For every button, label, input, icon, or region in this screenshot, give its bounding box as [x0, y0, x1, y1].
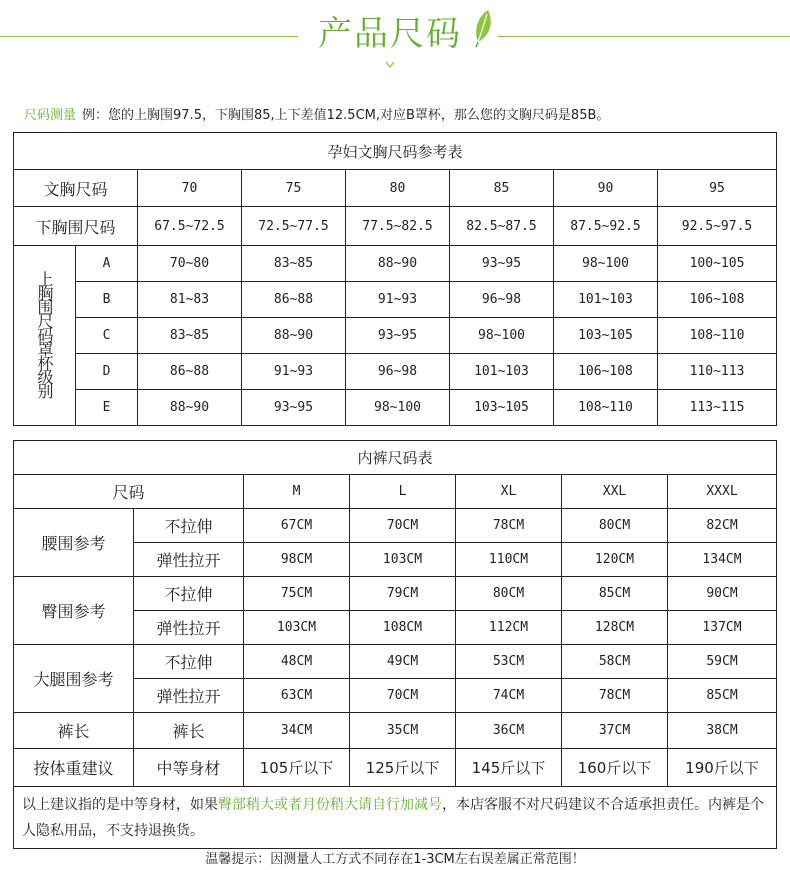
warm-tip: 温馨提示：因测量人工方式不同存在1-3CM左右误差属正常范围！	[205, 852, 585, 867]
bra-size-cell: 90	[554, 170, 658, 207]
bra-cell: 96~98	[346, 354, 450, 390]
sub-label: 弹性拉开	[134, 679, 244, 713]
bra-cell: 88~90	[242, 318, 346, 354]
sub-label: 不拉伸	[134, 645, 244, 679]
length-label: 裤长	[14, 713, 134, 749]
pants-cell: 36CM	[456, 713, 562, 749]
sub-label: 不拉伸	[134, 577, 244, 611]
header-divider-right	[498, 36, 790, 37]
pants-cell: 63CM	[244, 679, 350, 713]
measure-text: 例：您的上胸围97.5，下胸围85,上下差值12.5CM,对应B罩杯，那么您的文胸尺码是85B。	[82, 108, 610, 123]
bra-cell: 113~115	[658, 390, 777, 426]
sub-label: 不拉伸	[134, 509, 244, 543]
pants-cell: 48CM	[244, 645, 350, 679]
bra-cell: 83~85	[242, 246, 346, 282]
chevron-down-icon	[385, 60, 395, 70]
pants-cell: 80CM	[456, 577, 562, 611]
pants-cell: 125斤以下	[350, 749, 456, 787]
bra-cup-row	[14, 246, 777, 282]
bra-cell: 98~100	[346, 390, 450, 426]
bra-under-cell: 82.5~87.5	[450, 207, 554, 246]
bra-under-cell: 92.5~97.5	[658, 207, 777, 246]
cup-label: B	[76, 282, 138, 318]
pants-cell: 70CM	[350, 509, 456, 543]
bra-cell: 91~93	[346, 282, 450, 318]
bra-cell: 91~93	[242, 354, 346, 390]
weight-row	[14, 749, 777, 787]
pants-cell: 105斤以下	[244, 749, 350, 787]
pants-cell: 98CM	[244, 543, 350, 577]
bra-size-cell: 85	[450, 170, 554, 207]
bra-cell: 96~98	[450, 282, 554, 318]
bra-cell: 93~95	[450, 246, 554, 282]
weight-label: 按体重建议	[14, 749, 134, 787]
bra-cup-row	[14, 390, 777, 426]
pants-cell: 38CM	[668, 713, 777, 749]
pants-cell: 37CM	[562, 713, 668, 749]
pants-cell: 35CM	[350, 713, 456, 749]
bra-upper-label: 上胸围尺码罩杯级别	[14, 246, 76, 426]
pants-cell: 59CM	[668, 645, 777, 679]
waist-row	[14, 509, 777, 543]
bra-cell: 93~95	[242, 390, 346, 426]
pants-cell: 103CM	[244, 611, 350, 645]
bra-cell: 108~110	[554, 390, 658, 426]
bra-cell: 103~105	[450, 390, 554, 426]
cup-label: C	[76, 318, 138, 354]
pants-size-cell: XL	[456, 475, 562, 509]
waist-label: 腰围参考	[14, 509, 134, 577]
bra-size-cell: 70	[138, 170, 242, 207]
bra-cell: 88~90	[346, 246, 450, 282]
bra-cup-row	[14, 318, 777, 354]
bra-table-title: 孕妇文胸尺码参考表	[14, 133, 777, 170]
bra-cell: 86~88	[242, 282, 346, 318]
sub-label: 裤长	[134, 713, 244, 749]
bra-cell: 106~108	[658, 282, 777, 318]
hip-row	[14, 577, 777, 611]
pants-size-cell: XXL	[562, 475, 668, 509]
measure-label: 尺码测量	[24, 108, 77, 123]
pants-cell: 78CM	[562, 679, 668, 713]
pants-cell: 78CM	[456, 509, 562, 543]
pants-cell: 145斤以下	[456, 749, 562, 787]
bra-cell: 106~108	[554, 354, 658, 390]
pants-cell: 110CM	[456, 543, 562, 577]
pants-cell: 85CM	[562, 577, 668, 611]
sub-label: 弹性拉开	[134, 543, 244, 577]
pants-cell: 128CM	[562, 611, 668, 645]
note-text: ，本店客服不对尺码建议不合适承担责任。内裤是个人隐私用品，不支持退换货。	[22, 796, 764, 839]
bra-under-cell: 87.5~92.5	[554, 207, 658, 246]
cup-label: D	[76, 354, 138, 390]
bra-size-cell: 95	[658, 170, 777, 207]
cup-label: E	[76, 390, 138, 426]
pants-table-title: 内裤尺码表	[14, 441, 777, 475]
note-highlight: 臀部稍大或者月份稍大请自行加减号	[218, 796, 442, 813]
pants-cell: 34CM	[244, 713, 350, 749]
bra-cell: 108~110	[658, 318, 777, 354]
bra-size-row	[14, 170, 777, 207]
bra-cell: 83~85	[138, 318, 242, 354]
hip-label: 臀围参考	[14, 577, 134, 645]
pants-cell: 120CM	[562, 543, 668, 577]
bra-cup-row	[14, 282, 777, 318]
bra-under-cell: 77.5~82.5	[346, 207, 450, 246]
pants-cell: 190斤以下	[668, 749, 777, 787]
bra-under-label: 下胸围尺码	[14, 207, 138, 246]
pants-size-cell: M	[244, 475, 350, 509]
pants-cell: 58CM	[562, 645, 668, 679]
bra-cell: 103~105	[554, 318, 658, 354]
pants-cell: 79CM	[350, 577, 456, 611]
sub-label: 中等身材	[134, 749, 244, 787]
pants-size-row	[14, 475, 777, 509]
note-text: 以上建议指的是中等身材，如果	[22, 796, 218, 813]
thigh-label: 大腿围参考	[14, 645, 134, 713]
bra-under-row	[14, 207, 777, 246]
pants-cell: 49CM	[350, 645, 456, 679]
bra-cell: 81~83	[138, 282, 242, 318]
page-title: 产品尺码	[318, 14, 462, 54]
leaf-icon	[470, 8, 496, 48]
bra-cell: 110~113	[658, 354, 777, 390]
page-header	[0, 0, 790, 70]
header-divider-left	[0, 36, 298, 37]
pants-cell: 134CM	[668, 543, 777, 577]
length-row	[14, 713, 777, 749]
bra-cell: 86~88	[138, 354, 242, 390]
pants-size-table	[13, 440, 777, 849]
bra-cell: 100~105	[658, 246, 777, 282]
bra-size-cell: 75	[242, 170, 346, 207]
pants-cell: 85CM	[668, 679, 777, 713]
pants-size-cell: XXXL	[668, 475, 777, 509]
pants-cell: 160斤以下	[562, 749, 668, 787]
pants-cell: 108CM	[350, 611, 456, 645]
pants-cell: 74CM	[456, 679, 562, 713]
bra-under-cell: 67.5~72.5	[138, 207, 242, 246]
pants-size-cell: L	[350, 475, 456, 509]
bra-cell: 101~103	[554, 282, 658, 318]
cup-label: A	[76, 246, 138, 282]
bra-cell: 93~95	[346, 318, 450, 354]
size-note	[14, 787, 777, 849]
pants-cell: 75CM	[244, 577, 350, 611]
bra-cell: 98~100	[554, 246, 658, 282]
pants-size-label: 尺码	[14, 475, 244, 509]
bra-cell: 101~103	[450, 354, 554, 390]
measure-example	[24, 104, 609, 123]
bra-cell: 70~80	[138, 246, 242, 282]
bra-under-cell: 72.5~77.5	[242, 207, 346, 246]
pants-cell: 112CM	[456, 611, 562, 645]
bra-cell: 98~100	[450, 318, 554, 354]
pants-cell: 70CM	[350, 679, 456, 713]
bra-size-label: 文胸尺码	[14, 170, 138, 207]
bra-size-table	[13, 132, 777, 426]
pants-cell: 137CM	[668, 611, 777, 645]
pants-cell: 67CM	[244, 509, 350, 543]
bra-size-cell: 80	[346, 170, 450, 207]
sub-label: 弹性拉开	[134, 611, 244, 645]
pants-cell: 82CM	[668, 509, 777, 543]
pants-cell: 53CM	[456, 645, 562, 679]
pants-cell: 80CM	[562, 509, 668, 543]
pants-cell: 103CM	[350, 543, 456, 577]
bra-cup-row	[14, 354, 777, 390]
pants-cell: 90CM	[668, 577, 777, 611]
bra-cell: 88~90	[138, 390, 242, 426]
thigh-row	[14, 645, 777, 679]
